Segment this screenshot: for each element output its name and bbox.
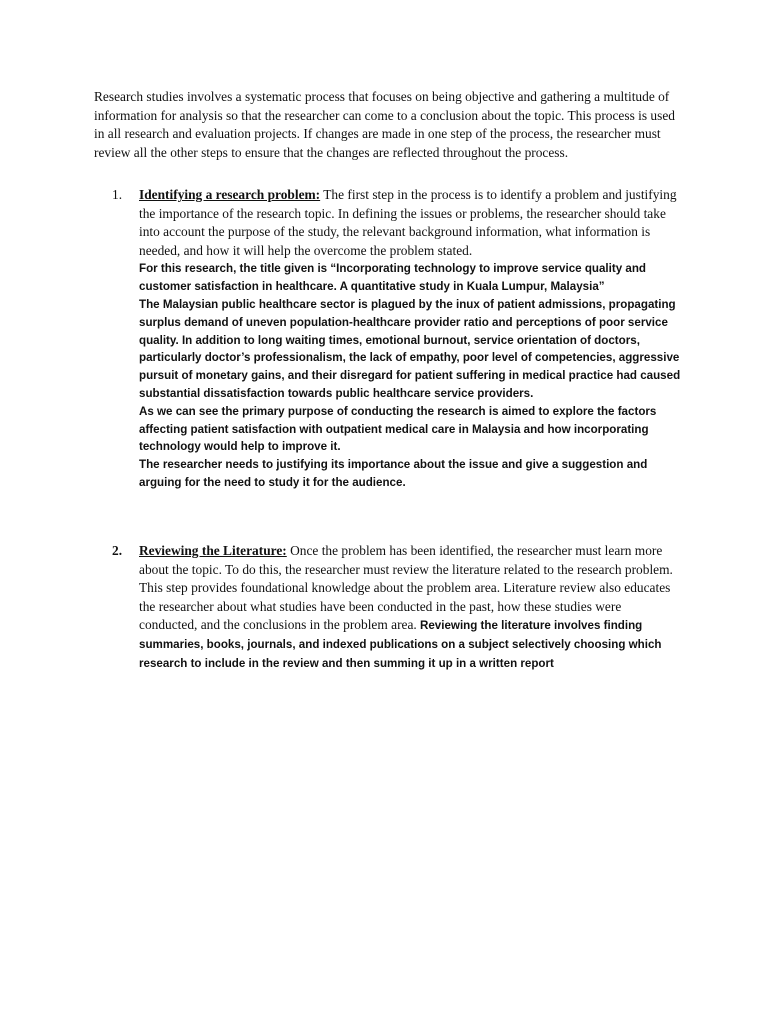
list-item-reviewing-literature xyxy=(112,542,682,673)
justification-note: The researcher needs to justifying its importance about the issue and give a suggestion and arguing for the need to study it for the audience. xyxy=(139,458,648,489)
list-item-heading: Reviewing the Literature: xyxy=(139,543,287,558)
list-item-paragraph xyxy=(139,186,682,260)
list-item-number: 1. xyxy=(112,187,123,202)
list-item-number: 2. xyxy=(112,543,123,558)
list-item-text: The first step in the process is to identify a problem and justifying the importance of the research topic. In defining the issues or problems, the researcher should take into account the purpose of the study, the relevant background information, what information is needed, and how it will help the overcome the problem stated. xyxy=(139,187,677,258)
list-item-heading: Identifying a research problem: xyxy=(139,187,321,202)
list-item-paragraph xyxy=(139,542,682,673)
background-note: The Malaysian public healthcare sector is plagued by the inux of patient admissions, propagating surplus demand of uneven population-healthcare provider ratio and perceptions of poor service quality. In addition to long waiting times, emotional burnout, service orientation of doctors, particularly doctor’s professionalism, the lack of empathy, poor level of competencies, aggressive pursuit of monetary gains, and their disregard for patient suffering in medical practice had caused substantial dissatisfaction towards public healthcare service providers. xyxy=(139,297,681,400)
intro-paragraph: Research studies involves a systematic process that focuses on being objective and gathering a multitude of information for analysis so that the researcher can come to a conclusion about the topic. This process is used in all research and evaluation projects. If changes are made in one step of the process, the researcher must review all the other steps to ensure that the changes are reflected throughout the process. xyxy=(94,89,675,160)
literature-summary-note: Reviewing the literature involves finding summaries, books, journals, and indexed publications on a subject selectively choosing which research to include in the review and then summing it up in a written report xyxy=(139,619,662,670)
list-item-identifying-problem xyxy=(112,186,682,492)
research-title-note: For this research, the title given is “Incorporating technology to improve service quality and customer satisfaction in healthcare. A quantitative study in Kuala Lumpur, Malaysia” xyxy=(139,262,647,294)
list-item-text: Once the problem has been identified, the researcher must learn more about the topic. To do this, the researcher must review the literature related to the research problem. This step provides foundational knowledge about the problem area. Literature review also educates the researcher about what studies have been conducted in the past, how these studies were conducted, and the conclusions in the problem area. xyxy=(139,543,673,633)
purpose-note: As we can see the primary purpose of conducting the research is aimed to explore the factors affecting patient satisfaction with outpatient medical care in Malaysia and how incorporating technology would help to improve it. xyxy=(139,404,657,454)
